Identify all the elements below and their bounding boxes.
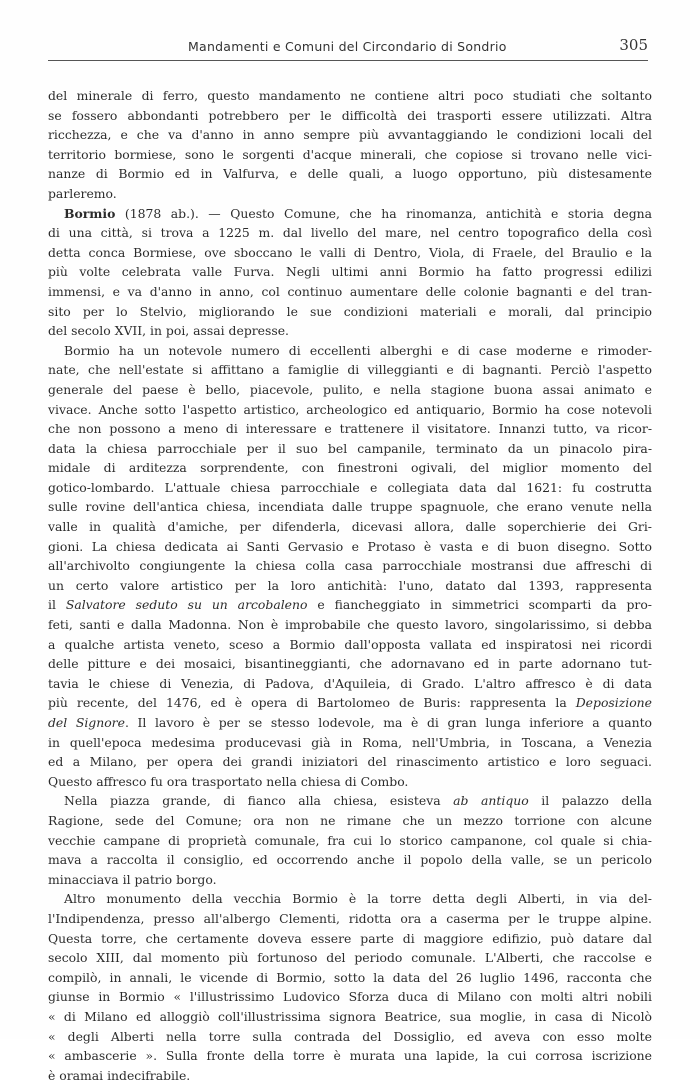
line-text: nanze di Bormio ed in Valfurva, e delle quali, a luogo opportuno, più distesamente bbox=[48, 166, 652, 182]
text-line bbox=[48, 478, 652, 498]
italic-text: Deposizione bbox=[575, 695, 652, 711]
text-line bbox=[48, 595, 652, 615]
line-text: data la chiesa parrocchiale per il suo bel campanile, terminato da un pinacolo pira- bbox=[48, 440, 652, 456]
line-text: secolo XIII, dal momento più fortunoso del periodo comunale. L'Alberti, che raccolse e bbox=[48, 950, 652, 966]
line-text: generale del paese è bello, piacevole, pulito, e nella stagione buona assai animato e bbox=[48, 381, 652, 397]
line-text: detta conca Bormiese, ove sboccano le valli di Dentro, Viola, di Fraele, del Braulio e la bbox=[48, 244, 652, 260]
text-line bbox=[48, 948, 652, 968]
line-text: sulle rovine dell'antica chiesa, incendiata dalle truppe spagnuole, che erano venute nella bbox=[48, 499, 652, 515]
line-text: (1878 ab.). — Questo Comune, che ha rinomanza, antichità e storia degna bbox=[115, 205, 652, 221]
line-text: gioni. La chiesa dedicata ai Santi Gervasio e Protaso è vasta e di buon disegno. Sotto bbox=[48, 538, 652, 554]
text-line bbox=[48, 791, 652, 811]
line-text: all'archivolto congiungente la chiesa colla casa parrocchiale mostransi due affreschi di bbox=[48, 558, 652, 574]
page-header bbox=[48, 30, 648, 61]
text-line bbox=[48, 772, 652, 792]
line-text: più recente, del 1476, ed è opera di Bartolomeo de Buris: rappresenta la bbox=[48, 695, 576, 711]
line-text: minacciava il patrio borgo. bbox=[48, 871, 217, 887]
line-text: « di Milano ed alloggiò coll'illustrissima signora Beatrice, sua moglie, in casa di Nicolò bbox=[48, 1008, 652, 1024]
text-line bbox=[48, 831, 652, 851]
text-line bbox=[48, 733, 652, 753]
running-title: Mandamenti e Comuni del Circondario di Sondrio bbox=[188, 39, 507, 54]
text-line bbox=[48, 439, 652, 459]
line-text: in quell'epoca medesima producevasi già in Roma, nell'Umbria, in Toscana, a Venezia bbox=[48, 734, 652, 750]
text-line bbox=[48, 889, 652, 909]
text-line bbox=[48, 615, 652, 635]
line-text: valle in qualità d'amiche, per difenderla, dicevasi allora, dalle soperchierie dei Gri- bbox=[48, 519, 652, 535]
line-text: gotico-lombardo. L'attuale chiesa parrocchiale e collegiata data dal 1621: fu costrutta bbox=[48, 479, 652, 495]
page-number: 305 bbox=[619, 36, 648, 54]
italic-text: Salvatore seduto su un arcobaleno bbox=[65, 597, 308, 613]
italic-text: del Signore bbox=[48, 715, 125, 730]
line-text: ricchezza, e che va d'anno in anno sempre più avvantaggiando le condizioni locali del bbox=[48, 127, 652, 143]
line-text: compilò, in annali, le vicende di Bormio, sotto la data del 26 luglio 1496, racconta che bbox=[48, 969, 652, 985]
text-line bbox=[48, 125, 652, 145]
text-line bbox=[48, 654, 652, 674]
text-line bbox=[48, 262, 652, 282]
text-line bbox=[48, 106, 652, 126]
line-text: midale di arditezza sorprendente, con finestroni ogivali, del miglior momento del bbox=[48, 460, 652, 476]
text-line bbox=[48, 1007, 652, 1027]
text-line bbox=[48, 713, 652, 733]
text-line bbox=[48, 850, 652, 870]
body-text bbox=[48, 86, 652, 1085]
text-line bbox=[48, 968, 652, 988]
text-line bbox=[48, 537, 652, 557]
text-line bbox=[48, 223, 652, 243]
line-text: Questa torre, che certamente doveva essere parte di maggiore edifizio, può datare dal bbox=[48, 930, 652, 946]
text-line bbox=[48, 458, 652, 478]
text-line bbox=[48, 400, 652, 420]
line-text: che non possono a meno di interessare e trattenere il visitatore. Innanzi tutto, va ricor- bbox=[48, 421, 652, 437]
line-text: il bbox=[48, 597, 66, 613]
text-line bbox=[48, 419, 652, 439]
line-text: del minerale di ferro, questo mandamento ne contiene altri poco studiati che soltanto bbox=[48, 88, 652, 103]
line-text: immensi, e va d'anno in anno, col continuo aumentare delle colonie bagnanti e del tran- bbox=[48, 283, 652, 299]
text-line bbox=[48, 321, 652, 341]
line-text: Questo affresco fu ora trasportato nella chiesa di Combo. bbox=[48, 773, 409, 789]
line-text: delle pitture e dei mosaici, bisantineggianti, che adornavano ed in parte adornano tut- bbox=[48, 656, 652, 672]
line-text: Ragione, sede del Comune; ora non ne rimane che un mezzo torrione con alcune bbox=[48, 812, 652, 828]
text-line bbox=[48, 243, 652, 263]
text-line bbox=[48, 204, 652, 224]
text-line bbox=[48, 380, 652, 400]
text-line bbox=[48, 556, 652, 576]
line-text-tail: il palazzo della bbox=[528, 793, 652, 809]
text-line bbox=[48, 987, 652, 1007]
line-text: più volte celebrata valle Furva. Negli ultimi anni Bormio ha fatto progressi edilizi bbox=[48, 264, 652, 280]
italic-text: ab antiquo bbox=[453, 793, 529, 809]
line-text: parleremo. bbox=[48, 185, 117, 201]
line-text: « degli Alberti nella torre sulla contrada del Dossiglio, ed aveva con esso molte bbox=[48, 1028, 652, 1044]
line-text: del secolo XVII, in poi, assai depresse. bbox=[48, 323, 290, 339]
text-line bbox=[48, 635, 652, 655]
text-line bbox=[48, 811, 652, 831]
text-line bbox=[48, 1046, 652, 1066]
text-line bbox=[48, 693, 652, 713]
text-line bbox=[48, 86, 652, 106]
line-text: « ambascerie ». Sulla fronte della torre è murata una lapide, la cui corrosa iscrizione bbox=[48, 1048, 652, 1064]
line-text: l'Indipendenza, presso all'albergo Clementi, ridotta ora a caserma per le truppe alpine. bbox=[48, 910, 652, 926]
line-text: ed a Milano, per opera dei grandi iniziatori del rinascimento artistico e loro seguaci. bbox=[48, 754, 652, 770]
line-text: vecchie campane di proprietà comunale, fra cui lo storico campanone, col quale si chia- bbox=[48, 832, 652, 848]
text-line bbox=[48, 909, 652, 929]
section-heading: Bormio bbox=[64, 205, 116, 221]
text-line bbox=[48, 302, 652, 322]
text-line bbox=[48, 576, 652, 596]
text-line bbox=[48, 497, 652, 517]
line-text: Nella piazza grande, di fianco alla chiesa, esisteva bbox=[64, 793, 454, 809]
line-text: un certo valore artistico per la loro antichità: l'uno, datato dal 1393, rappresenta bbox=[48, 577, 652, 593]
line-text: territorio bormiese, sono le sorgenti d'acque minerali, che copiose si trovano nelle vici- bbox=[48, 146, 652, 162]
text-line bbox=[48, 674, 652, 694]
line-text: Altro monumento della vecchia Bormio è la torre detta degli Alberti, in via del- bbox=[64, 891, 652, 907]
text-line bbox=[48, 145, 652, 165]
text-line bbox=[48, 1027, 652, 1047]
text-line bbox=[48, 929, 652, 949]
text-line bbox=[48, 164, 652, 184]
line-text-tail: . Il lavoro è per se stesso lodevole, ma è di gran lunga inferiore a quanto bbox=[124, 715, 653, 730]
line-text: giunse in Bormio « l'illustrissimo Ludovico Sforza duca di Milano con molti altri nobili bbox=[48, 989, 652, 1005]
line-text: sito per lo Stelvio, migliorando le sue condizioni materiali e morali, dal principio bbox=[48, 303, 652, 319]
line-text: mava a raccolta il consiglio, ed occorrendo anche il popolo della valle, se un pericolo bbox=[48, 852, 652, 868]
line-text: feti, santi e dalla Madonna. Non è improbabile che questo lavoro, singolarissimo, si debba bbox=[48, 617, 652, 633]
line-text: Bormio ha un notevole numero di eccellenti alberghi e di case moderne e rimoder- bbox=[64, 342, 652, 358]
line-text: se fossero abbondanti potrebbero per le difficoltà dei trasporti essere utilizzati. Altra bbox=[48, 107, 652, 123]
text-line bbox=[48, 184, 652, 204]
text-line bbox=[48, 341, 652, 361]
text-line bbox=[48, 752, 652, 772]
line-text: vivace. Anche sotto l'aspetto artistico, archeologico ed antiquario, Bormio ha cose notevoli bbox=[48, 401, 652, 417]
line-text-tail: e fiancheggiato in simmetrici scomparti da pro- bbox=[307, 597, 652, 613]
line-text: a qualche artista veneto, sceso a Bormio dall'opposta vallata ed inspiratosi nei ricordi bbox=[48, 636, 652, 652]
text-line bbox=[48, 1066, 652, 1085]
text-line bbox=[48, 870, 652, 890]
line-text: è oramai indecifrabile. bbox=[48, 1067, 191, 1083]
text-line bbox=[48, 282, 652, 302]
line-text: di una città, si trova a 1225 m. dal livello del mare, nel centro topografico della così bbox=[48, 225, 652, 241]
text-line bbox=[48, 517, 652, 537]
line-text: tavia le chiese di Venezia, di Padova, d'Aquileia, di Grado. L'altro affresco è di data bbox=[48, 675, 652, 691]
text-line bbox=[48, 360, 652, 380]
line-text: nate, che nell'estate si affittano a famiglie di villeggianti e di bagnanti. Perciò l'aspetto bbox=[48, 362, 652, 378]
